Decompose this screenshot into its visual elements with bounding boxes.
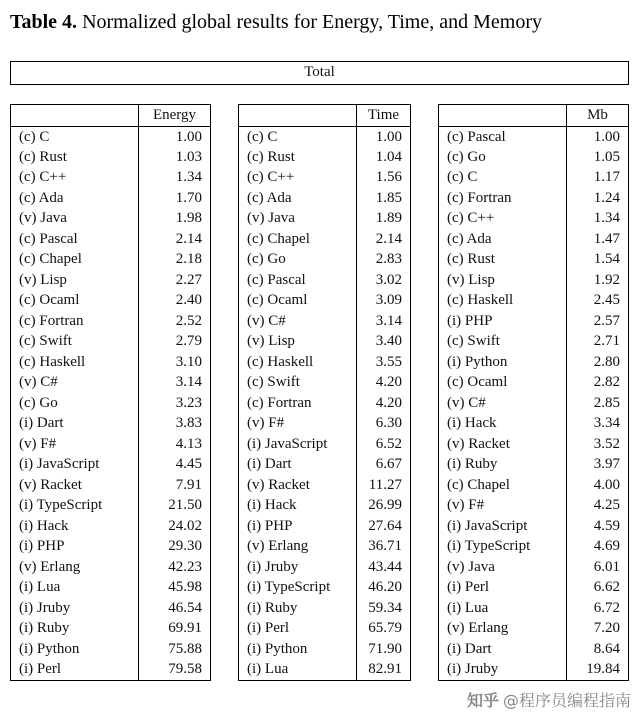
- value-cell: 36.71: [357, 537, 411, 558]
- language-cell: (c) Ada: [19, 189, 64, 206]
- language-cell: (c) Rust: [247, 148, 295, 165]
- language-cell: (i) Hack: [19, 517, 69, 534]
- table-row: [239, 127, 411, 148]
- value-cell: 1.17: [567, 168, 629, 189]
- table-row: [239, 373, 411, 394]
- language-cell: (i) Dart: [247, 456, 292, 473]
- language-cell: (v) C#: [447, 394, 486, 411]
- table-row: [439, 578, 629, 599]
- memory-table-body: [439, 127, 629, 681]
- table-row: [439, 188, 629, 209]
- watermark-handle: @程序员编程指南: [502, 691, 631, 710]
- language-cell: (i) Lua: [447, 599, 489, 616]
- table-row: [239, 598, 411, 619]
- table-row: [239, 332, 411, 353]
- table-row: [11, 188, 211, 209]
- memory-table: [438, 104, 629, 681]
- language-cell: (c) C++: [447, 210, 495, 227]
- table-row: [439, 373, 629, 394]
- value-cell: 2.14: [357, 229, 411, 250]
- value-cell: 46.54: [139, 598, 211, 619]
- language-cell: (i) TypeScript: [19, 497, 103, 514]
- language-cell: (c) Go: [447, 148, 486, 165]
- value-cell: 6.30: [357, 414, 411, 435]
- language-cell: (i) Ruby: [447, 456, 498, 473]
- table-row: [439, 270, 629, 291]
- value-cell: 7.91: [139, 475, 211, 496]
- language-cell: (c) Chapel: [447, 476, 510, 493]
- value-cell: 3.97: [567, 455, 629, 476]
- value-cell: 2.79: [139, 332, 211, 353]
- value-cell: 19.84: [567, 660, 629, 681]
- empty-header-cell: [439, 105, 567, 127]
- table-row: [239, 250, 411, 271]
- language-cell: (i) Jruby: [447, 661, 499, 677]
- value-cell: 1.34: [139, 168, 211, 189]
- table-row: [439, 660, 629, 681]
- table-caption: [10, 7, 629, 37]
- table-row: [239, 229, 411, 250]
- value-cell: 21.50: [139, 496, 211, 517]
- time-table-body: [239, 127, 411, 681]
- language-cell: (c) Ocaml: [19, 292, 80, 309]
- table-row: [439, 352, 629, 373]
- value-cell: 3.34: [567, 414, 629, 435]
- language-cell: (v) Lisp: [247, 333, 295, 350]
- value-cell: 6.67: [357, 455, 411, 476]
- table-row: [11, 455, 211, 476]
- language-cell: (c) Haskell: [19, 353, 86, 370]
- language-cell: (i) Perl: [447, 579, 490, 596]
- language-cell: (c) Swift: [19, 333, 72, 350]
- value-cell: 1.47: [567, 229, 629, 250]
- value-cell: 29.30: [139, 537, 211, 558]
- value-cell: 3.10: [139, 352, 211, 373]
- table-row: [239, 291, 411, 312]
- memory-table-head: [439, 105, 629, 127]
- value-cell: 11.27: [357, 475, 411, 496]
- table-row: [439, 168, 629, 189]
- language-cell: (i) Dart: [447, 640, 492, 657]
- value-cell: 79.58: [139, 660, 211, 681]
- table-row: [239, 414, 411, 435]
- language-cell: (i) Dart: [19, 415, 64, 432]
- language-cell: (c) Swift: [247, 374, 300, 391]
- value-cell: 24.02: [139, 516, 211, 537]
- table-row: [239, 557, 411, 578]
- language-cell: (v) F#: [247, 415, 285, 432]
- value-cell: 1.85: [357, 188, 411, 209]
- language-cell: (i) Hack: [447, 415, 497, 432]
- language-cell: (c) Fortran: [247, 394, 312, 411]
- language-cell: (v) Racket: [447, 435, 510, 452]
- header-row: [239, 105, 411, 127]
- language-cell: (v) C#: [19, 374, 58, 391]
- value-cell: 2.85: [567, 393, 629, 414]
- table-row: [239, 434, 411, 455]
- value-cell: 8.64: [567, 639, 629, 660]
- value-cell: 3.23: [139, 393, 211, 414]
- table-row: [439, 516, 629, 537]
- value-cell: 2.14: [139, 229, 211, 250]
- table-row: [11, 598, 211, 619]
- value-cell: 26.99: [357, 496, 411, 517]
- language-cell: (v) Lisp: [447, 271, 495, 288]
- language-cell: (i) JavaScript: [19, 456, 100, 473]
- total-header: [10, 61, 629, 85]
- table-row: [239, 168, 411, 189]
- language-cell: (c) Go: [247, 251, 286, 268]
- table-row: [239, 311, 411, 332]
- language-cell: (i) Perl: [19, 661, 62, 677]
- table-row: [11, 660, 211, 681]
- table-row: [11, 475, 211, 496]
- table-row: [439, 619, 629, 640]
- table-row: [11, 414, 211, 435]
- language-cell: (c) Ada: [247, 189, 292, 206]
- language-cell: (i) Jruby: [19, 599, 71, 616]
- table-caption-label: Table 4.: [10, 11, 78, 33]
- value-cell: 3.14: [357, 311, 411, 332]
- language-cell: (c) Ocaml: [447, 374, 508, 391]
- table-row: [439, 250, 629, 271]
- energy-table-body: [11, 127, 211, 681]
- header-row: [439, 105, 629, 127]
- table-row: [439, 557, 629, 578]
- language-cell: (v) Java: [247, 210, 295, 227]
- value-cell: 1.34: [567, 209, 629, 230]
- table-row: [11, 229, 211, 250]
- energy-table: [10, 104, 211, 681]
- value-cell: 1.04: [357, 147, 411, 168]
- table-row: [11, 516, 211, 537]
- table-row: [439, 209, 629, 230]
- time-header-label: Time: [357, 105, 411, 127]
- table-row: [239, 270, 411, 291]
- table-row: [239, 393, 411, 414]
- value-cell: 2.83: [357, 250, 411, 271]
- language-cell: (c) Pascal: [247, 271, 306, 288]
- table-row: [11, 250, 211, 271]
- table-row: [11, 639, 211, 660]
- language-cell: (v) Racket: [247, 476, 310, 493]
- value-cell: 2.18: [139, 250, 211, 271]
- zhihu-logo: 知乎: [466, 691, 499, 710]
- value-cell: 45.98: [139, 578, 211, 599]
- value-cell: 6.01: [567, 557, 629, 578]
- table-row: [239, 455, 411, 476]
- value-cell: 1.00: [567, 127, 629, 148]
- table-row: [11, 270, 211, 291]
- header-row: [11, 105, 211, 127]
- language-cell: (v) F#: [19, 435, 57, 452]
- value-cell: 2.57: [567, 311, 629, 332]
- table-row: [439, 414, 629, 435]
- language-cell: (v) Erlang: [447, 620, 509, 637]
- language-cell: (c) Fortran: [447, 189, 512, 206]
- value-cell: 3.14: [139, 373, 211, 394]
- value-cell: 3.55: [357, 352, 411, 373]
- table-row: [11, 291, 211, 312]
- table-row: [239, 537, 411, 558]
- value-cell: 27.64: [357, 516, 411, 537]
- table-row: [239, 578, 411, 599]
- value-cell: 4.20: [357, 393, 411, 414]
- value-cell: 2.45: [567, 291, 629, 312]
- value-cell: 1.89: [357, 209, 411, 230]
- language-cell: (c) Fortran: [19, 312, 84, 329]
- value-cell: 2.71: [567, 332, 629, 353]
- table-row: [439, 639, 629, 660]
- table-row: [11, 332, 211, 353]
- table-row: [239, 660, 411, 681]
- value-cell: 7.20: [567, 619, 629, 640]
- language-cell: (i) TypeScript: [247, 579, 331, 596]
- language-cell: (i) Ruby: [247, 599, 298, 616]
- value-cell: 6.52: [357, 434, 411, 455]
- table-row: [439, 291, 629, 312]
- language-cell: (i) Lua: [19, 579, 61, 596]
- language-cell: (i) Perl: [247, 620, 290, 637]
- value-cell: 65.79: [357, 619, 411, 640]
- table-row: [11, 434, 211, 455]
- table-row: [239, 209, 411, 230]
- value-cell: 3.40: [357, 332, 411, 353]
- table-row: [11, 127, 211, 148]
- value-cell: 4.25: [567, 496, 629, 517]
- results-tables: [10, 104, 629, 681]
- language-cell: (i) PHP: [19, 538, 65, 555]
- language-cell: (i) Jruby: [247, 558, 299, 575]
- language-cell: (c) Chapel: [19, 251, 82, 268]
- total-header-label: Total: [304, 64, 335, 80]
- language-cell: (c) Chapel: [247, 230, 310, 247]
- value-cell: 3.83: [139, 414, 211, 435]
- time-table: [238, 104, 411, 681]
- memory-header-label: Mb: [567, 105, 629, 127]
- language-cell: (c) Ocaml: [247, 292, 308, 309]
- language-cell: (c) C: [447, 169, 478, 186]
- language-cell: (i) Lua: [247, 661, 289, 677]
- table-row: [11, 311, 211, 332]
- table-row: [439, 332, 629, 353]
- language-cell: (i) Python: [247, 640, 308, 657]
- table-row: [439, 455, 629, 476]
- language-cell: (c) Rust: [447, 251, 495, 268]
- value-cell: 1.70: [139, 188, 211, 209]
- table-row: [239, 147, 411, 168]
- value-cell: 2.40: [139, 291, 211, 312]
- value-cell: 2.27: [139, 270, 211, 291]
- value-cell: 4.59: [567, 516, 629, 537]
- table-row: [439, 598, 629, 619]
- value-cell: 42.23: [139, 557, 211, 578]
- language-cell: (v) Lisp: [19, 271, 67, 288]
- language-cell: (c) C++: [19, 169, 67, 186]
- empty-header-cell: [11, 105, 139, 127]
- value-cell: 1.54: [567, 250, 629, 271]
- table-row: [439, 434, 629, 455]
- language-cell: (v) Erlang: [247, 538, 309, 555]
- table-row: [11, 619, 211, 640]
- value-cell: 3.52: [567, 434, 629, 455]
- table-row: [11, 168, 211, 189]
- language-cell: (c) C++: [247, 169, 295, 186]
- language-cell: (c) Haskell: [247, 353, 314, 370]
- value-cell: 1.00: [139, 127, 211, 148]
- value-cell: 71.90: [357, 639, 411, 660]
- language-cell: (i) Python: [447, 353, 508, 370]
- language-cell: (v) Java: [447, 558, 495, 575]
- value-cell: 1.56: [357, 168, 411, 189]
- table-row: [11, 147, 211, 168]
- language-cell: (c) Go: [19, 394, 58, 411]
- language-cell: (c) C: [19, 128, 50, 145]
- time-table-head: [239, 105, 411, 127]
- value-cell: 6.62: [567, 578, 629, 599]
- table-row: [11, 496, 211, 517]
- table-row: [239, 619, 411, 640]
- value-cell: 1.03: [139, 147, 211, 168]
- value-cell: 2.80: [567, 352, 629, 373]
- table-row: [11, 209, 211, 230]
- table-row: [11, 557, 211, 578]
- language-cell: (c) C: [247, 128, 278, 145]
- language-cell: (c) Swift: [447, 333, 500, 350]
- value-cell: 75.88: [139, 639, 211, 660]
- table-row: [11, 352, 211, 373]
- value-cell: 82.91: [357, 660, 411, 681]
- value-cell: 3.02: [357, 270, 411, 291]
- table-row: [439, 311, 629, 332]
- table-row: [439, 496, 629, 517]
- table-row: [239, 516, 411, 537]
- value-cell: 1.00: [357, 127, 411, 148]
- language-cell: (i) PHP: [247, 517, 293, 534]
- table-row: [11, 578, 211, 599]
- language-cell: (v) Erlang: [19, 558, 81, 575]
- table-row: [439, 475, 629, 496]
- value-cell: 59.34: [357, 598, 411, 619]
- table-row: [239, 639, 411, 660]
- value-cell: 1.98: [139, 209, 211, 230]
- table-row: [11, 393, 211, 414]
- language-cell: (c) Pascal: [19, 230, 78, 247]
- language-cell: (i) TypeScript: [447, 538, 531, 555]
- value-cell: 2.52: [139, 311, 211, 332]
- value-cell: 43.44: [357, 557, 411, 578]
- language-cell: (v) Java: [19, 210, 67, 227]
- value-cell: 46.20: [357, 578, 411, 599]
- language-cell: (v) Racket: [19, 476, 82, 493]
- table-row: [239, 352, 411, 373]
- language-cell: (c) Haskell: [447, 292, 514, 309]
- value-cell: 4.20: [357, 373, 411, 394]
- language-cell: (i) Hack: [247, 497, 297, 514]
- value-cell: 2.82: [567, 373, 629, 394]
- table-row: [11, 373, 211, 394]
- empty-header-cell: [239, 105, 357, 127]
- language-cell: (i) Ruby: [19, 620, 70, 637]
- language-cell: (c) Pascal: [447, 128, 506, 145]
- energy-header-label: Energy: [139, 105, 211, 127]
- value-cell: 6.72: [567, 598, 629, 619]
- language-cell: (c) Ada: [447, 230, 492, 247]
- value-cell: 1.05: [567, 147, 629, 168]
- language-cell: (v) C#: [247, 312, 286, 329]
- language-cell: (i) Python: [19, 640, 80, 657]
- language-cell: (i) JavaScript: [247, 435, 328, 452]
- value-cell: 69.91: [139, 619, 211, 640]
- watermark: [465, 687, 633, 712]
- table-row: [239, 475, 411, 496]
- table-row: [239, 496, 411, 517]
- table-row: [439, 393, 629, 414]
- value-cell: 4.69: [567, 537, 629, 558]
- table-row: [439, 537, 629, 558]
- language-cell: (v) F#: [447, 497, 485, 514]
- value-cell: 4.13: [139, 434, 211, 455]
- table-row: [439, 127, 629, 148]
- energy-table-head: [11, 105, 211, 127]
- table-row: [11, 537, 211, 558]
- value-cell: 1.24: [567, 188, 629, 209]
- value-cell: 3.09: [357, 291, 411, 312]
- value-cell: 4.45: [139, 455, 211, 476]
- table-caption-text: Normalized global results for Energy, Time, and Memory: [82, 11, 542, 33]
- value-cell: 1.92: [567, 270, 629, 291]
- table-row: [239, 188, 411, 209]
- value-cell: 4.00: [567, 475, 629, 496]
- language-cell: (i) JavaScript: [447, 517, 528, 534]
- language-cell: (i) PHP: [447, 312, 493, 329]
- language-cell: (c) Rust: [19, 148, 67, 165]
- table-row: [439, 147, 629, 168]
- table-row: [439, 229, 629, 250]
